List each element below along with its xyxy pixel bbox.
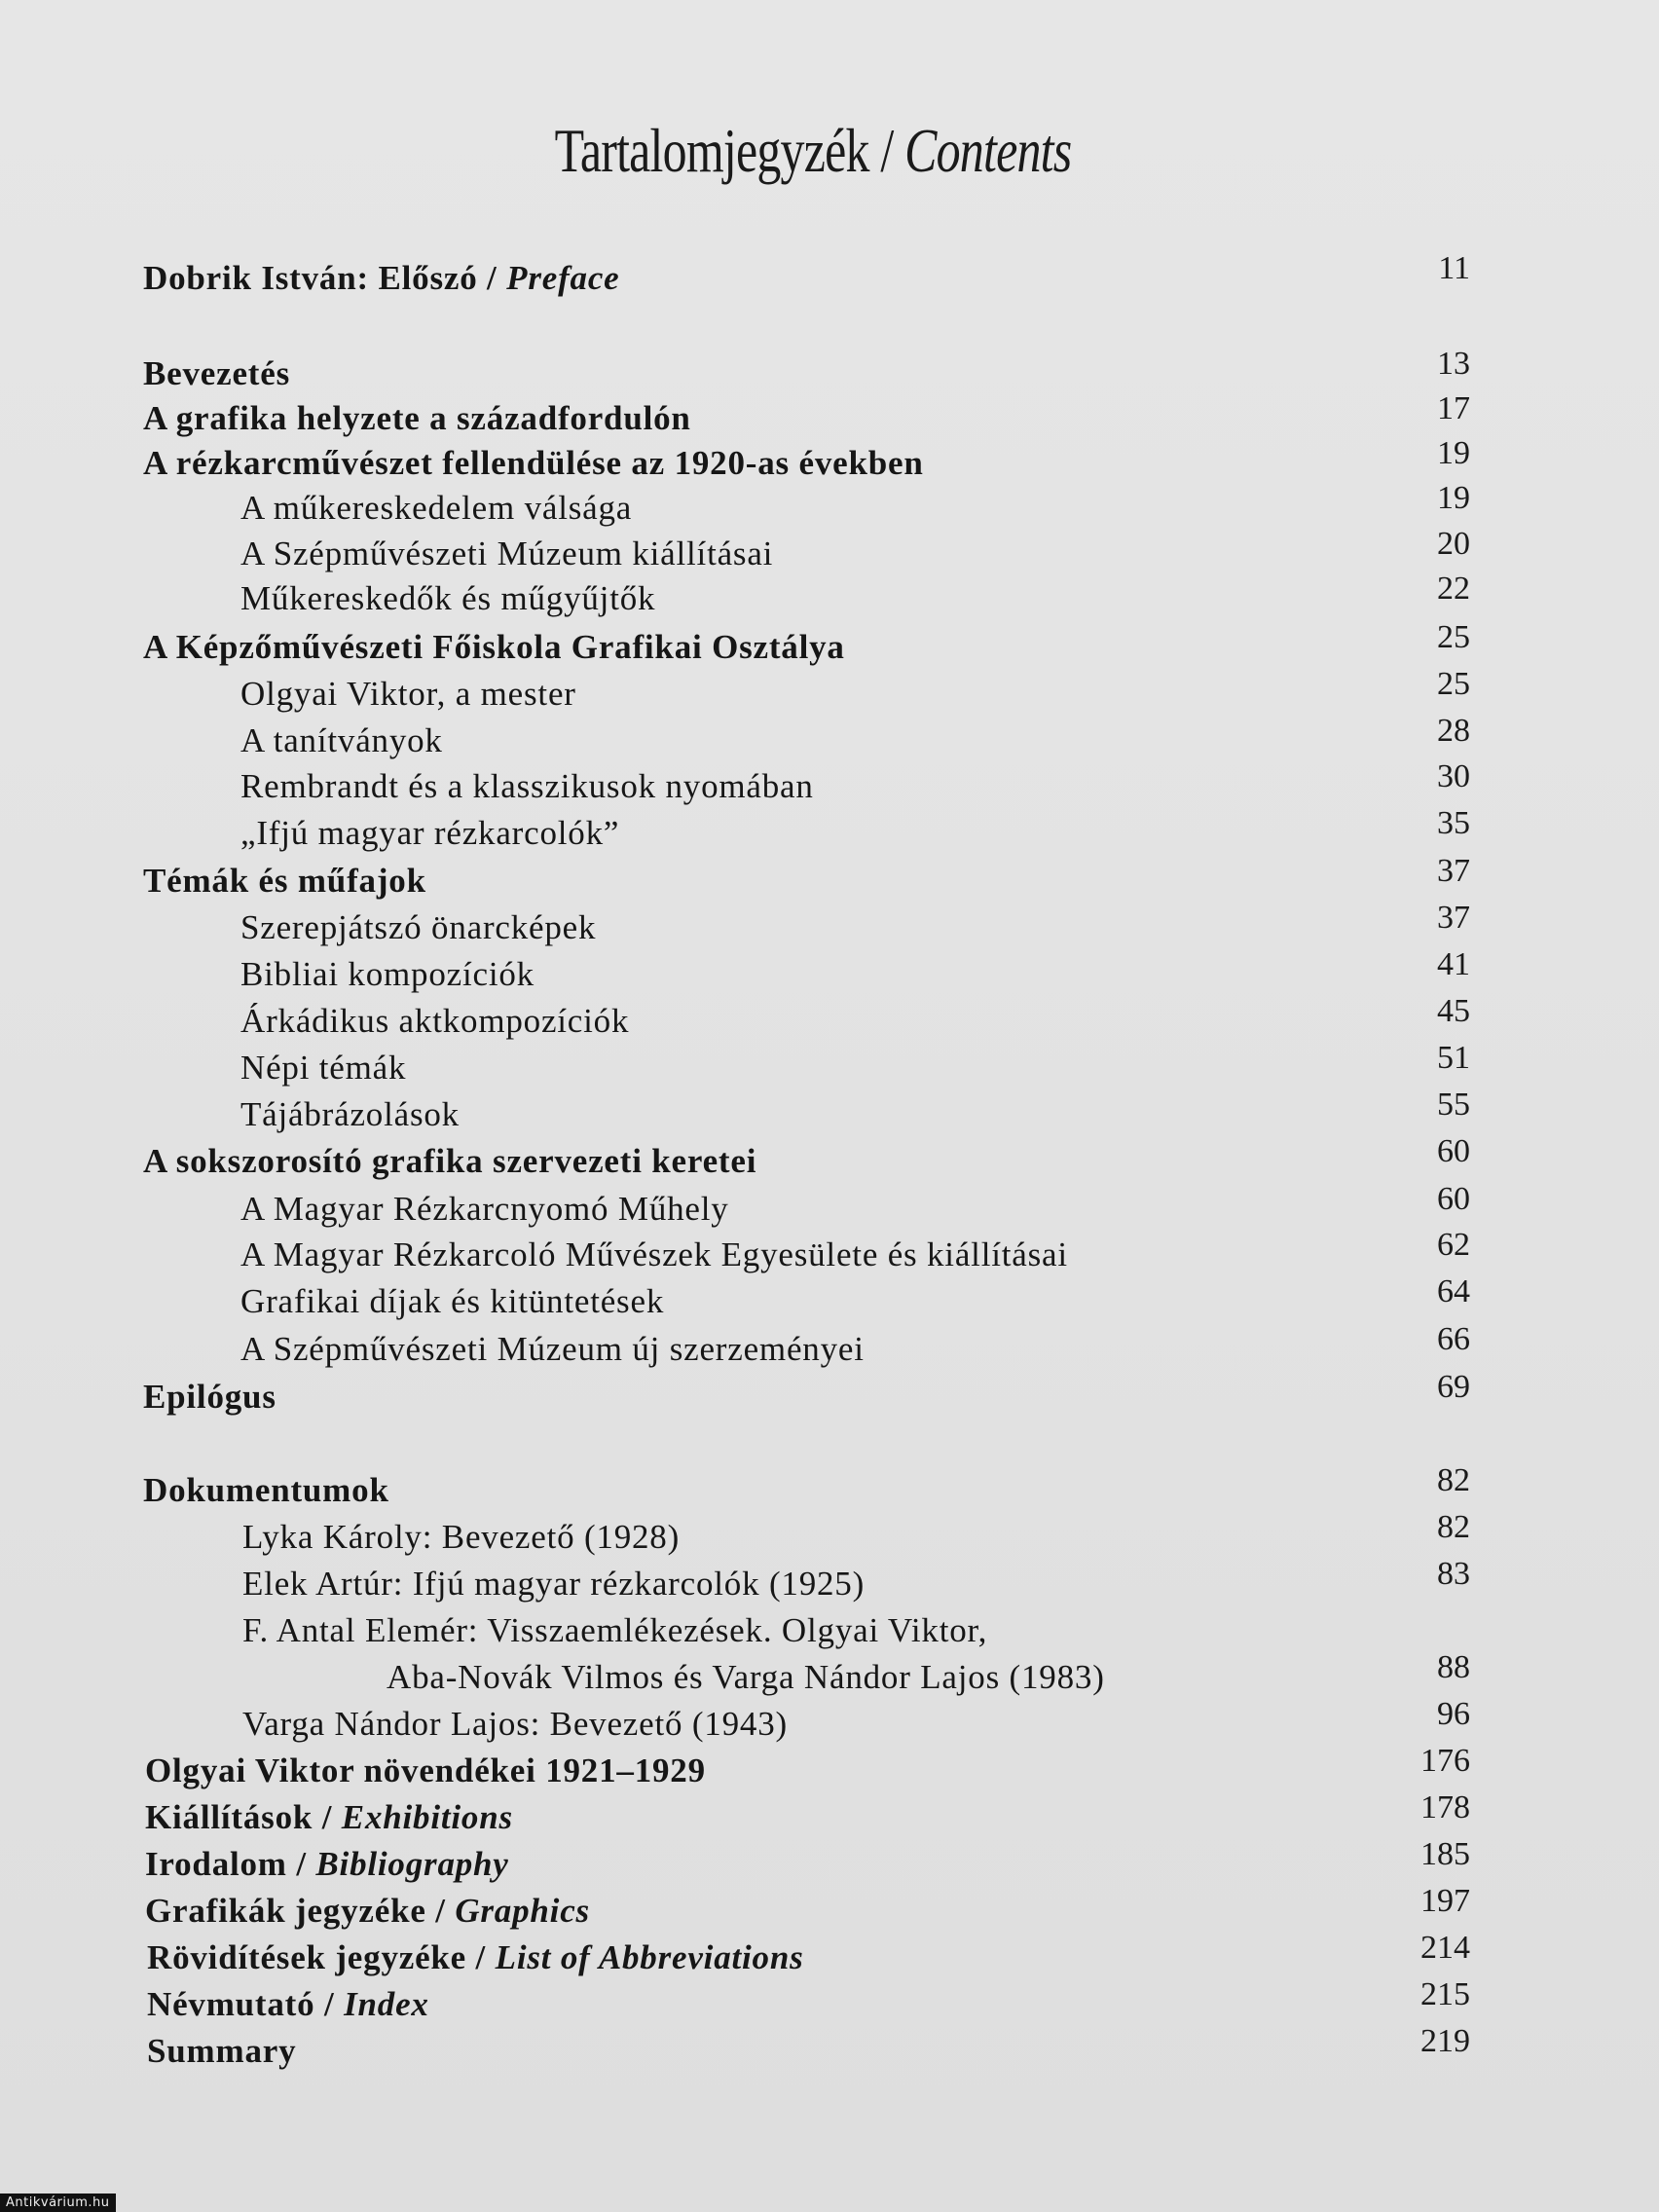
toc-subentry bbox=[0, 1696, 1659, 1747]
toc-entry-label: A Képzőművészeti Főiskola Grafikai Osztálya bbox=[143, 628, 845, 666]
toc-entry-label: A műkereskedelem válsága bbox=[240, 489, 633, 527]
toc-page-number: 41 bbox=[1437, 946, 1470, 982]
toc-entry-label: A grafika helyzete a századfordulón bbox=[143, 399, 691, 437]
toc-entry-label: Tájábrázolások bbox=[240, 1095, 460, 1133]
toc-entry-label: A Magyar Rézkarcoló Művészek Egyesülete és kiállításai bbox=[240, 1235, 1068, 1273]
toc-subentry bbox=[0, 1321, 1659, 1372]
toc-entry-label: Népi témák bbox=[240, 1049, 407, 1087]
toc-page-number: 25 bbox=[1437, 619, 1470, 655]
toc-subentry bbox=[0, 666, 1659, 717]
toc-entry-label: Epilógus bbox=[143, 1378, 276, 1416]
toc-page-number: 83 bbox=[1437, 1556, 1470, 1592]
toc-page-number: 45 bbox=[1437, 993, 1470, 1029]
page-title bbox=[179, 115, 1448, 187]
toc-entry bbox=[0, 2023, 1659, 2074]
toc-subentry bbox=[0, 480, 1659, 531]
toc-entry-label: Bevezetés bbox=[143, 354, 290, 392]
title-hungarian: Tartalomjegyzék / bbox=[554, 116, 905, 185]
toc-entry-label: Dobrik István: Előszó / Preface bbox=[143, 259, 620, 297]
toc-entry bbox=[0, 390, 1659, 441]
toc-entry bbox=[0, 853, 1659, 903]
toc-entry bbox=[0, 1883, 1659, 1934]
toc-page-number: 55 bbox=[1437, 1087, 1470, 1123]
toc-entry-label: Summary bbox=[147, 2032, 297, 2070]
toc-entry-label: Aba-Novák Vilmos és Varga Nándor Lajos (1983) bbox=[387, 1658, 1105, 1696]
toc-page-number: 214 bbox=[1420, 1930, 1470, 1966]
toc-page-number: 197 bbox=[1420, 1883, 1470, 1919]
toc-subentry bbox=[0, 993, 1659, 1044]
toc-entry-label: Grafikai díjak és kitüntetések bbox=[240, 1282, 665, 1320]
toc-page-number: 66 bbox=[1437, 1321, 1470, 1357]
toc-page-number: 62 bbox=[1437, 1227, 1470, 1263]
toc-page-number: 60 bbox=[1437, 1133, 1470, 1169]
toc-entry-label: Műkereskedők és műgyűjtők bbox=[240, 579, 656, 617]
toc-entry-label: Bibliai kompozíciók bbox=[240, 955, 535, 993]
toc-page-number: 30 bbox=[1437, 758, 1470, 794]
toc-entry-label: Rembrandt és a klasszikusok nyomában bbox=[240, 767, 814, 805]
toc-subentry bbox=[0, 805, 1659, 856]
toc-entry-label: Lyka Károly: Bevezető (1928) bbox=[242, 1518, 681, 1556]
toc-entry-label: Varga Nándor Lajos: Bevezető (1943) bbox=[242, 1705, 788, 1743]
toc-subentry bbox=[0, 1273, 1659, 1324]
toc-entry-label: F. Antal Elemér: Visszaemlékezések. Olgyai Viktor, bbox=[242, 1611, 988, 1649]
toc-page-number: 37 bbox=[1437, 900, 1470, 936]
toc-entry-label: Árkádikus aktkompozíciók bbox=[240, 1002, 630, 1040]
toc-page-number: 176 bbox=[1420, 1743, 1470, 1779]
toc-entry-label: A rézkarcművészet fellendülése az 1920-as években bbox=[143, 444, 924, 482]
toc-entry-label: Olgyai Viktor növendékei 1921–1929 bbox=[145, 1751, 706, 1789]
toc-entry-label: „Ifjú magyar rézkarcolók” bbox=[240, 814, 620, 852]
toc-page-number: 13 bbox=[1437, 346, 1470, 382]
toc-page-number: 96 bbox=[1437, 1696, 1470, 1732]
toc-entry bbox=[0, 1836, 1659, 1887]
toc-subentry bbox=[0, 1087, 1659, 1137]
toc-page-number: 60 bbox=[1437, 1181, 1470, 1217]
toc-entry-label: A Szépművészeti Múzeum új szerzeményei bbox=[240, 1330, 865, 1368]
toc-entry-label: A tanítványok bbox=[240, 721, 443, 759]
toc-entry-label: A Magyar Rézkarcnyomó Műhely bbox=[240, 1190, 729, 1228]
toc-subentry bbox=[0, 1556, 1659, 1606]
toc-page-number: 28 bbox=[1437, 713, 1470, 749]
toc-page-number: 82 bbox=[1437, 1509, 1470, 1545]
toc-page-number: 51 bbox=[1437, 1040, 1470, 1076]
toc-entry bbox=[0, 619, 1659, 670]
toc-page-number: 219 bbox=[1420, 2023, 1470, 2059]
toc-subentry bbox=[0, 900, 1659, 950]
toc-entry-label: Szerepjátszó önarcképek bbox=[240, 908, 597, 946]
toc-subentry bbox=[0, 1040, 1659, 1090]
toc-subentry bbox=[0, 571, 1659, 621]
toc-subentry bbox=[0, 758, 1659, 809]
toc-page-number: 178 bbox=[1420, 1789, 1470, 1825]
toc-subentry bbox=[0, 1227, 1659, 1277]
toc-entry bbox=[0, 1976, 1659, 2027]
toc-entry-label: Dokumentumok bbox=[143, 1471, 389, 1509]
toc-page-number: 69 bbox=[1437, 1369, 1470, 1405]
toc-entry-label: Grafikák jegyzéke / Graphics bbox=[145, 1892, 590, 1930]
toc-page-number: 185 bbox=[1420, 1836, 1470, 1872]
toc-page-number: 20 bbox=[1437, 526, 1470, 562]
toc-entry bbox=[0, 1743, 1659, 1793]
toc-page-number: 19 bbox=[1437, 435, 1470, 471]
toc-page-number: 82 bbox=[1437, 1462, 1470, 1498]
toc-subentry-continuation bbox=[0, 1649, 1659, 1700]
toc-entry bbox=[0, 1133, 1659, 1184]
toc-entry-label: Kiállítások / Exhibitions bbox=[145, 1798, 513, 1836]
toc-page-number: 35 bbox=[1437, 805, 1470, 841]
toc-subentry bbox=[0, 1608, 1659, 1653]
toc-subentry bbox=[0, 1509, 1659, 1560]
toc-subentry bbox=[0, 713, 1659, 763]
toc-entry bbox=[0, 1369, 1659, 1419]
toc-subentry bbox=[0, 526, 1659, 576]
toc-entry bbox=[0, 346, 1659, 396]
toc-page-number: 22 bbox=[1437, 571, 1470, 607]
toc-entry-label: A sokszorosító grafika szervezeti keretei bbox=[143, 1142, 757, 1180]
toc-page-number: 11 bbox=[1438, 250, 1470, 286]
toc-entry-label: Irodalom / Bibliography bbox=[145, 1845, 509, 1883]
toc-entry bbox=[0, 250, 1659, 301]
toc-entry-label: A Szépművészeti Múzeum kiállításai bbox=[240, 535, 774, 572]
toc-page-number: 25 bbox=[1437, 666, 1470, 702]
toc-entry-label: Névmutató / Index bbox=[147, 1985, 429, 2023]
toc-page-number: 17 bbox=[1437, 390, 1470, 426]
toc-subentry bbox=[0, 1181, 1659, 1232]
toc-entry-label: Elek Artúr: Ifjú magyar rézkarcolók (1925) bbox=[242, 1565, 866, 1603]
toc-entry-label: Rövidítések jegyzéke / List of Abbreviations bbox=[147, 1938, 804, 1976]
toc-page-number: 88 bbox=[1437, 1649, 1470, 1685]
title-english: Contents bbox=[904, 116, 1072, 185]
toc-page-number: 64 bbox=[1437, 1273, 1470, 1309]
toc-page-number: 37 bbox=[1437, 853, 1470, 889]
toc-page-number: 19 bbox=[1437, 480, 1470, 516]
toc-entry bbox=[0, 435, 1659, 486]
toc-entry-label: Olgyai Viktor, a mester bbox=[240, 675, 576, 713]
toc-entry bbox=[0, 1789, 1659, 1840]
toc-entry bbox=[0, 1930, 1659, 1980]
toc-entry-label: Témák és műfajok bbox=[143, 862, 426, 900]
toc-entry bbox=[0, 1462, 1659, 1513]
toc-page-number: 215 bbox=[1420, 1976, 1470, 2012]
watermark: Antikvárium.hu bbox=[0, 2194, 116, 2212]
toc-subentry bbox=[0, 946, 1659, 997]
